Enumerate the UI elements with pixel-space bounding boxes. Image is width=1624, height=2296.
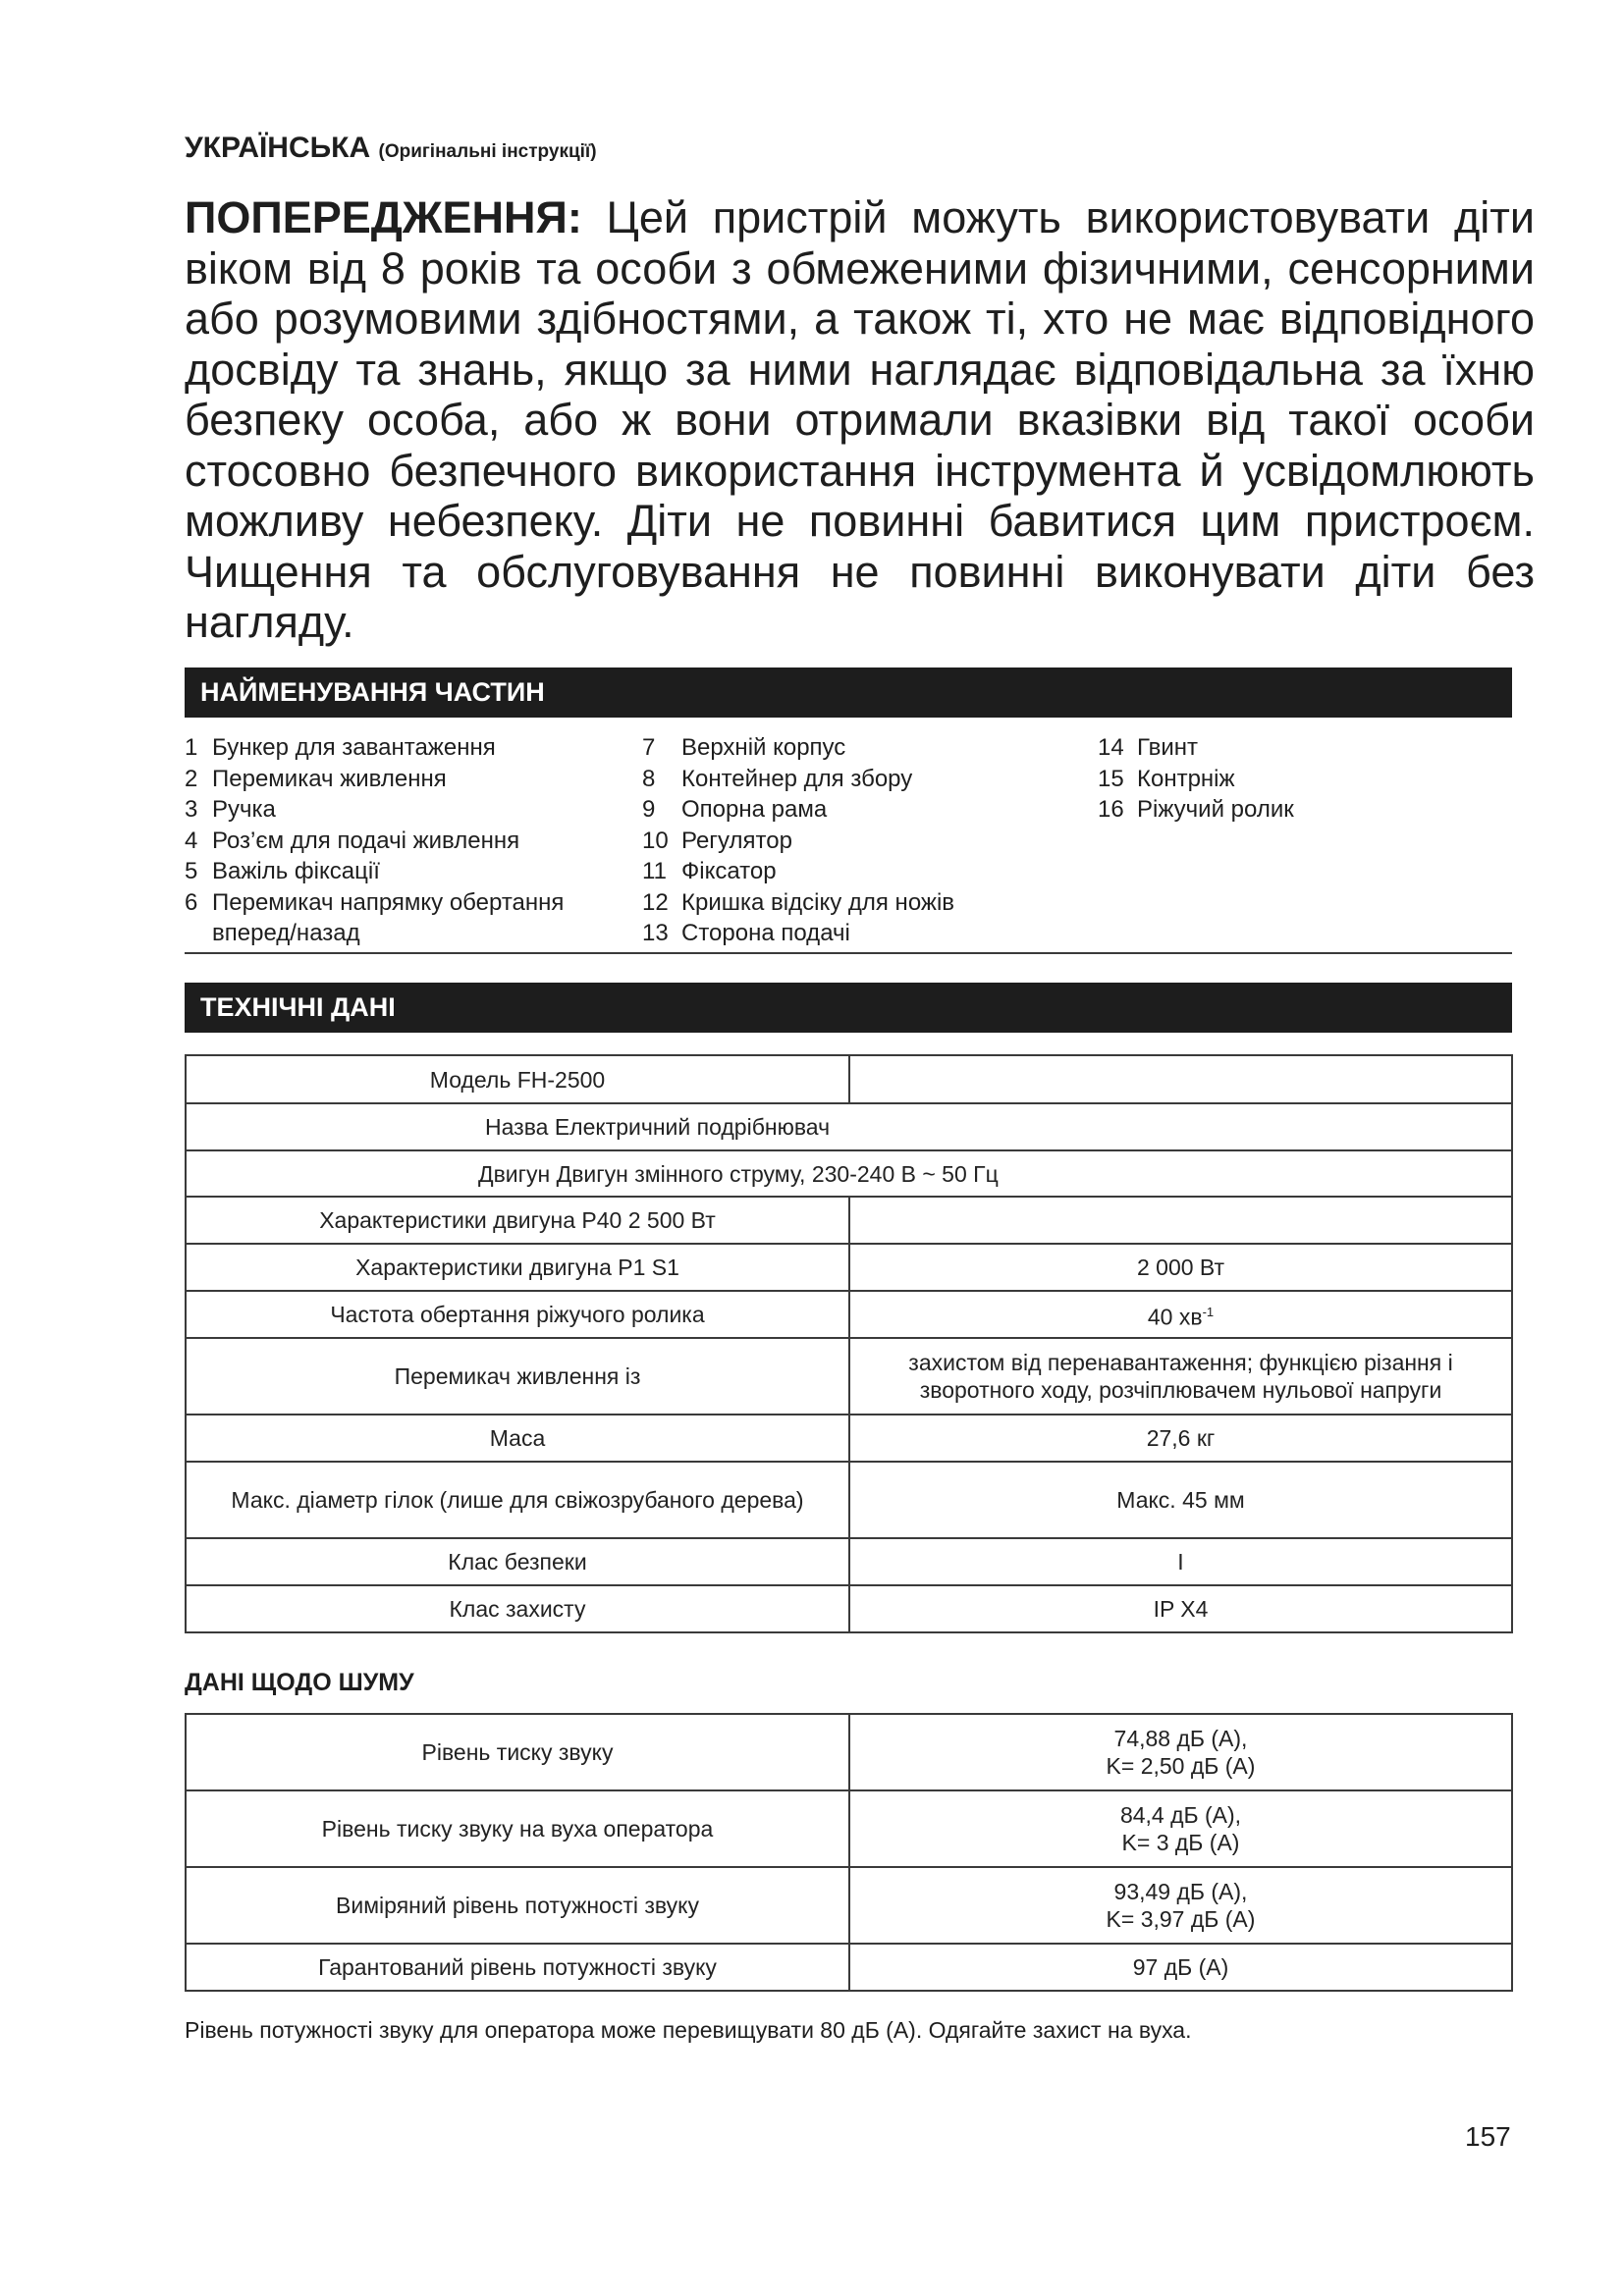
table-row [186,1867,1512,1944]
part-item [1098,764,1294,795]
noise-value: 84,4 дБ (A), [1119,1802,1242,1828]
part-item [642,918,954,949]
table-row [186,1291,1512,1338]
motor-cell: Двигун Двигун змінного струму, 230-240 В ~ 50 Гц [186,1150,1512,1197]
part-label: Перемикач живлення [212,765,447,792]
spec-value: Макс. 45 мм [1116,1487,1245,1513]
noise-label-cell: Гарантований рівень потужності звуку [186,1944,849,1991]
part-label: Перемикач напрямку обертання вперед/назад [212,888,565,946]
spec-value-cell [849,1244,1512,1291]
spec-value-cell [849,1462,1512,1538]
part-number: 14 [1098,734,1124,761]
part-number: 5 [185,858,198,884]
spec-label-cell: Клас захисту [186,1585,849,1632]
noise-label-cell: Рівень тиску звуку [186,1714,849,1790]
name-cell: Назва Електричний подрібнювач [186,1103,1512,1150]
table-row [186,1150,1512,1197]
part-item [642,856,954,887]
noise-data-table [185,1713,1513,1992]
part-number: 4 [185,827,198,854]
part-number: 11 [642,858,667,884]
part-item [642,887,954,919]
spec-value-cell [849,1538,1512,1585]
part-label: Фіксатор [681,858,777,884]
table-row [186,1462,1512,1538]
table-row [186,1538,1512,1585]
part-item [185,764,585,795]
part-label: Сторона подачі [681,920,850,946]
spec-value: 27,6 кг [1146,1425,1216,1451]
part-label: Контейнер для збору [681,765,913,792]
spec-value-cell [849,1415,1512,1462]
spec-value: 2 000 Вт [1136,1255,1225,1280]
page-number: 157 [1465,2121,1511,2152]
model-cell: Модель FH-2500 [186,1055,849,1103]
noise-value-cell [849,1867,1512,1944]
part-item [185,887,585,949]
spec-label-cell: Перемикач живлення із [186,1338,849,1415]
table-row [186,1055,1512,1103]
part-number: 6 [185,888,198,916]
parts-divider [185,952,1512,954]
part-number: 16 [1098,796,1124,823]
part-number: 10 [642,827,669,854]
noise-footnote: Рівень потужності звуку для оператора може перевищувати 80 дБ (A). Одягайте захист на вуха. [185,2017,1192,2043]
part-label: Регулятор [681,827,792,854]
part-number: 1 [185,734,198,761]
part-number: 2 [185,765,198,792]
part-item [642,826,954,857]
spec-label-cell: Маса [186,1415,849,1462]
table-row [186,1714,1512,1790]
spec-value: I [1177,1549,1184,1575]
noise-label-cell: Виміряний рівень потужності звуку [186,1867,849,1944]
noise-value-cell [849,1790,1512,1867]
spec-value: захистом від перенавантаження; функцією різання і зворотного ходу, розчіплювачем нульової напруги [908,1350,1453,1403]
part-label: Бункер для завантаження [212,734,496,761]
spec-value-cell [849,1338,1512,1415]
part-label: Контрніж [1137,765,1235,792]
part-item [185,856,585,887]
parts-column-2 [642,732,954,949]
part-label: Роз’єм для подачі живлення [212,827,520,854]
part-item [185,794,585,826]
noise-value: 93,49 дБ (A), [1113,1879,1248,1904]
part-number: 12 [642,888,669,916]
parts-section-title: НАЙМЕНУВАННЯ ЧАСТИН [185,667,1512,718]
warning-paragraph [185,192,1535,648]
language-header [185,132,597,165]
part-item [185,826,585,857]
table-row [186,1338,1512,1415]
noise-uncertainty: K= 2,50 дБ (A) [1106,1753,1256,1779]
noise-uncertainty: K= 3,97 дБ (A) [1106,1906,1256,1932]
spec-value-cell [849,1197,1512,1244]
spec-label-cell: Характеристики двигуна P40 2 500 Вт [186,1197,849,1244]
part-label: Верхній корпус [681,734,846,761]
language-note: (Оригінальні інструкції) [378,141,597,162]
parts-column-3 [1098,732,1294,826]
language-label: УКРАЇНСЬКА [185,132,371,164]
table-row [186,1585,1512,1632]
part-item [185,732,585,764]
noise-label-cell: Рівень тиску звуку на вуха оператора [186,1790,849,1867]
tech-data-table [185,1054,1513,1633]
part-number: 8 [642,765,656,792]
noise-value-cell [849,1944,1512,1991]
part-number: 7 [642,734,656,761]
part-label: Кришка відсіку для ножів [681,888,955,916]
part-number: 3 [185,796,198,823]
tech-section-title: ТЕХНІЧНІ ДАНІ [185,983,1512,1033]
part-label: Ручка [212,796,276,823]
table-row [186,1415,1512,1462]
part-item [1098,794,1294,826]
spec-label-cell: Частота обертання ріжучого ролика [186,1291,849,1338]
part-number: 9 [642,796,656,823]
table-row [186,1790,1512,1867]
noise-value: 97 дБ (A) [1132,1954,1229,1980]
spec-value-superscript: -1 [1202,1304,1215,1319]
spec-value-cell [849,1291,1512,1338]
model-value-cell [849,1055,1512,1103]
part-label: Важіль фіксації [212,858,380,884]
part-number: 13 [642,920,669,946]
spec-value: IP X4 [1153,1596,1209,1622]
table-row [186,1197,1512,1244]
part-item [1098,732,1294,764]
part-item [642,732,954,764]
part-item [642,764,954,795]
part-number: 15 [1098,765,1124,792]
spec-label-cell: Макс. діаметр гілок (лише для свіжозрубаного дерева) [186,1462,849,1538]
part-label: Ріжучий ролик [1137,796,1294,823]
part-label: Гвинт [1137,734,1199,761]
parts-column-1 [185,732,585,949]
table-row [186,1244,1512,1291]
spec-label-cell: Характеристики двигуна P1 S1 [186,1244,849,1291]
noise-value-cell [849,1714,1512,1790]
spec-value-cell [849,1585,1512,1632]
noise-uncertainty: K= 3 дБ (A) [1121,1830,1240,1855]
part-item [642,794,954,826]
noise-section-title: ДАНІ ЩОДО ШУМУ [185,1669,414,1696]
table-row [186,1103,1512,1150]
warning-text: Цей пристрій можуть використовувати діти віком від 8 років та особи з обмеженими фізичними, сенсорними або розумовими здібностями, а також ті, хто не має відповідного досвіду та знань, якщо за ними наглядає відповідальна за їхню безпеку особа, або ж вони отримали вказівки від такої особи стосовно безпечного використання інструмента й усвідомлюють можливу небезпеку. Діти не повинні бавитися цим пристроєм. Чищення та обслуговування не повинні виконувати діти без нагляду. [185,192,1535,647]
spec-value: 40 хв [1147,1304,1203,1330]
spec-label-cell: Клас безпеки [186,1538,849,1585]
warning-lead: ПОПЕРЕДЖЕННЯ: [185,192,582,242]
part-label: Опорна рама [681,796,828,823]
table-row [186,1944,1512,1991]
noise-value: 74,88 дБ (A), [1113,1726,1248,1751]
